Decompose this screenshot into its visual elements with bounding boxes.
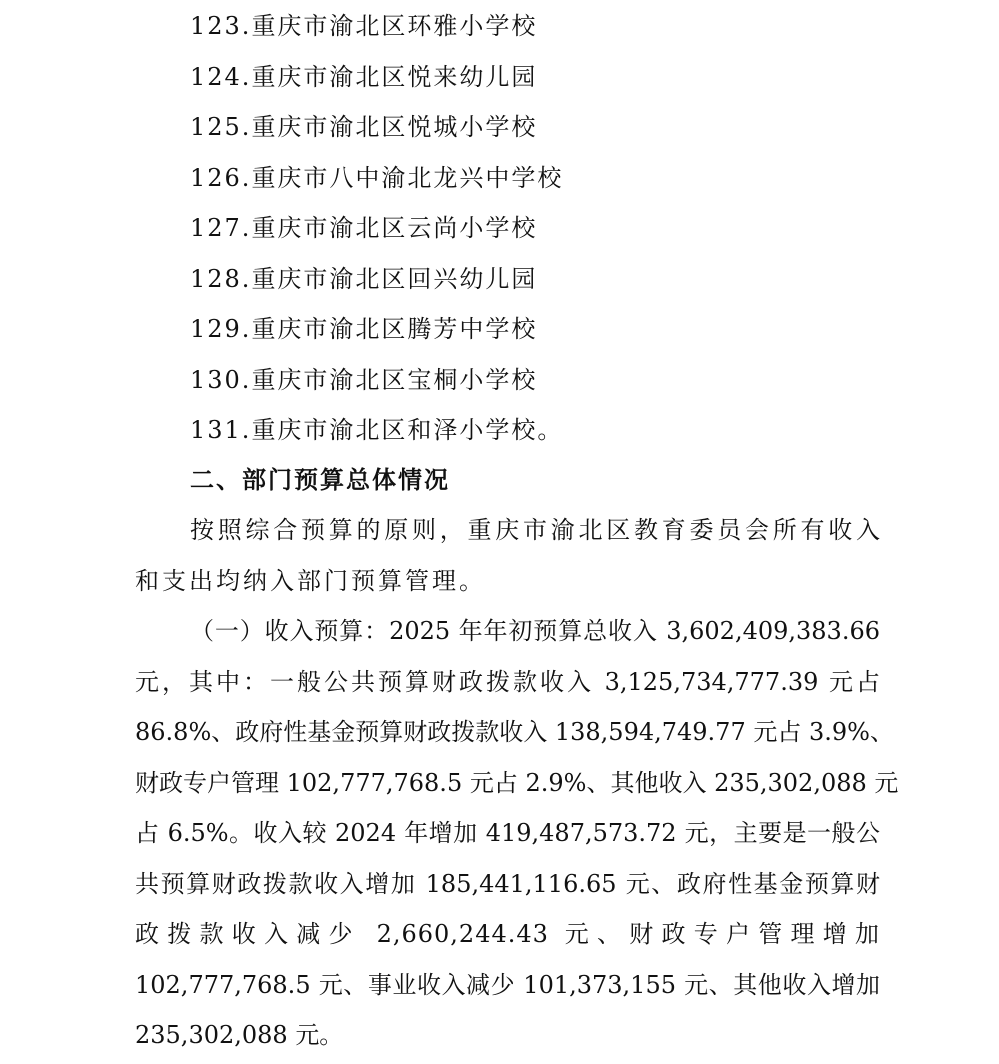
paragraph-line: 财政专户管理 102,777,768.5 元占 2.9%、其他收入 235,302,088 元 xyxy=(135,768,899,797)
list-item: 125.重庆市渝北区悦城小学校 xyxy=(190,113,538,141)
paragraph-line: 和支出均纳入部门预算管理。 xyxy=(135,566,486,595)
paragraph-line: （一）收入预算：2025 年年初预算总收入 3,602,409,383.66 xyxy=(190,617,880,645)
school-list xyxy=(190,4,563,459)
paragraph-line: 235,302,088 元。 xyxy=(135,1021,344,1049)
list-item: 124.重庆市渝北区悦来幼儿园 xyxy=(190,62,538,91)
list-item: 129.重庆市渝北区腾芳中学校 xyxy=(190,315,538,343)
budget-principle-paragraph xyxy=(135,508,880,609)
section-heading: 二、部门预算总体情况 xyxy=(190,466,450,494)
list-item: 127.重庆市渝北区云尚小学校 xyxy=(190,214,538,242)
paragraph-line: 共预算财政拨款收入增加 185,441,116.65 元、政府性基金预算财 xyxy=(135,869,880,898)
paragraph-line: 102,777,768.5 元、事业收入减少 101,373,155 元、其他收入增加 xyxy=(135,970,880,999)
paragraph-line: 按照综合预算的原则，重庆市渝北区教育委员会所有收入 xyxy=(190,516,880,544)
list-item: 130.重庆市渝北区宝桐小学校 xyxy=(190,365,538,394)
income-budget-paragraph xyxy=(135,609,899,1064)
paragraph-line: 元，其中：一般公共预算财政拨款收入 3,125,734,777.39 元占 xyxy=(135,667,880,696)
paragraph-line: 86.8%、政府性基金预算财政拨款收入 138,594,749.77 元占 3.9%、 xyxy=(135,718,894,746)
list-item: 123.重庆市渝北区环雅小学校 xyxy=(190,12,538,40)
paragraph-line: 政拨款收入减少 2,660,244.43 元、财政专户管理增加 xyxy=(135,920,880,948)
list-item: 131.重庆市渝北区和泽小学校。 xyxy=(190,416,564,444)
paragraph-line: 占 6.5%。收入较 2024 年增加 419,487,573.72 元，主要是一般公 xyxy=(135,819,880,847)
list-item: 126.重庆市八中渝北龙兴中学校 xyxy=(190,163,564,192)
list-item: 128.重庆市渝北区回兴幼儿园 xyxy=(190,264,538,293)
